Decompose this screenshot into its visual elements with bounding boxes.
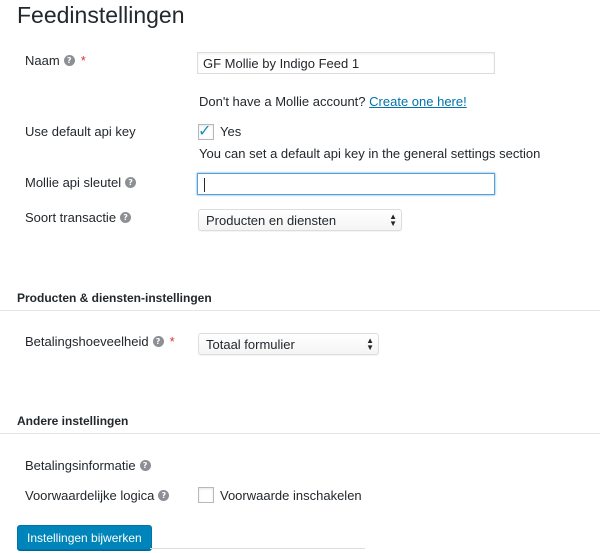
help-icon[interactable]: ? bbox=[153, 336, 164, 347]
naam-input[interactable] bbox=[197, 52, 495, 74]
help-icon[interactable]: ? bbox=[64, 55, 75, 66]
api-sleutel-label: Mollie api sleutel bbox=[25, 175, 122, 190]
default-api-key-help: You can set a default api key in the general settings section bbox=[199, 146, 541, 161]
page-title: Feedinstellingen bbox=[17, 2, 185, 28]
betalingsinformatie-label-row bbox=[25, 458, 151, 473]
api-sleutel-label-row bbox=[25, 175, 136, 190]
up-down-arrows-icon: ▲ ▼ bbox=[366, 336, 374, 352]
required-mark: * bbox=[80, 53, 86, 68]
betalingshoeveelheid-label: Betalingshoeveelheid bbox=[25, 334, 149, 349]
default-api-key-label: Use default api key bbox=[25, 124, 136, 139]
voorwaarde-checkbox[interactable] bbox=[198, 487, 214, 503]
soort-transactie-label: Soort transactie bbox=[25, 210, 117, 225]
voorwaarde-checkbox-label[interactable]: Voorwaarde inschakelen bbox=[220, 488, 362, 503]
section-title-producten: Producten & diensten-instellingen bbox=[17, 291, 212, 305]
section-divider bbox=[0, 310, 600, 311]
default-api-key-label-row bbox=[25, 124, 136, 139]
update-settings-button[interactable]: Instellingen bijwerken bbox=[17, 525, 152, 550]
help-icon[interactable]: ? bbox=[140, 460, 151, 471]
section-title-andere: Andere instellingen bbox=[17, 414, 129, 428]
soort-transactie-select[interactable] bbox=[198, 209, 402, 231]
betalingsinformatie-label: Betalingsinformatie bbox=[25, 458, 136, 473]
section-divider bbox=[0, 433, 600, 434]
voorwaardelijke-logica-label-row bbox=[25, 488, 169, 503]
naam-label-row bbox=[25, 53, 86, 68]
bottom-edge bbox=[150, 548, 365, 553]
betalingshoeveelheid-select[interactable] bbox=[198, 333, 379, 355]
default-api-key-checkbox-label[interactable]: Yes bbox=[220, 124, 242, 139]
help-icon[interactable]: ? bbox=[125, 177, 136, 188]
naam-label: Naam bbox=[25, 53, 60, 68]
soort-transactie-label-row bbox=[25, 210, 131, 225]
betalingshoeveelheid-selected: Totaal formulier bbox=[206, 336, 295, 352]
api-sleutel-input[interactable] bbox=[197, 173, 495, 195]
help-icon[interactable]: ? bbox=[158, 490, 169, 501]
betalingshoeveelheid-label-row bbox=[25, 334, 175, 349]
create-account-link[interactable]: Create one here! bbox=[369, 94, 467, 109]
text-caret bbox=[204, 178, 205, 192]
up-down-arrows-icon: ▲ ▼ bbox=[389, 212, 397, 228]
account-notice bbox=[199, 94, 467, 109]
account-notice-text: Don't have a Mollie account? bbox=[199, 94, 366, 109]
default-api-key-checkbox[interactable] bbox=[198, 121, 214, 140]
soort-transactie-selected: Producten en diensten bbox=[206, 212, 337, 228]
voorwaardelijke-logica-label: Voorwaardelijke logica bbox=[25, 488, 155, 503]
checkmark-icon: ✓ bbox=[198, 121, 212, 140]
help-icon[interactable]: ? bbox=[120, 212, 131, 223]
required-mark: * bbox=[169, 334, 175, 349]
